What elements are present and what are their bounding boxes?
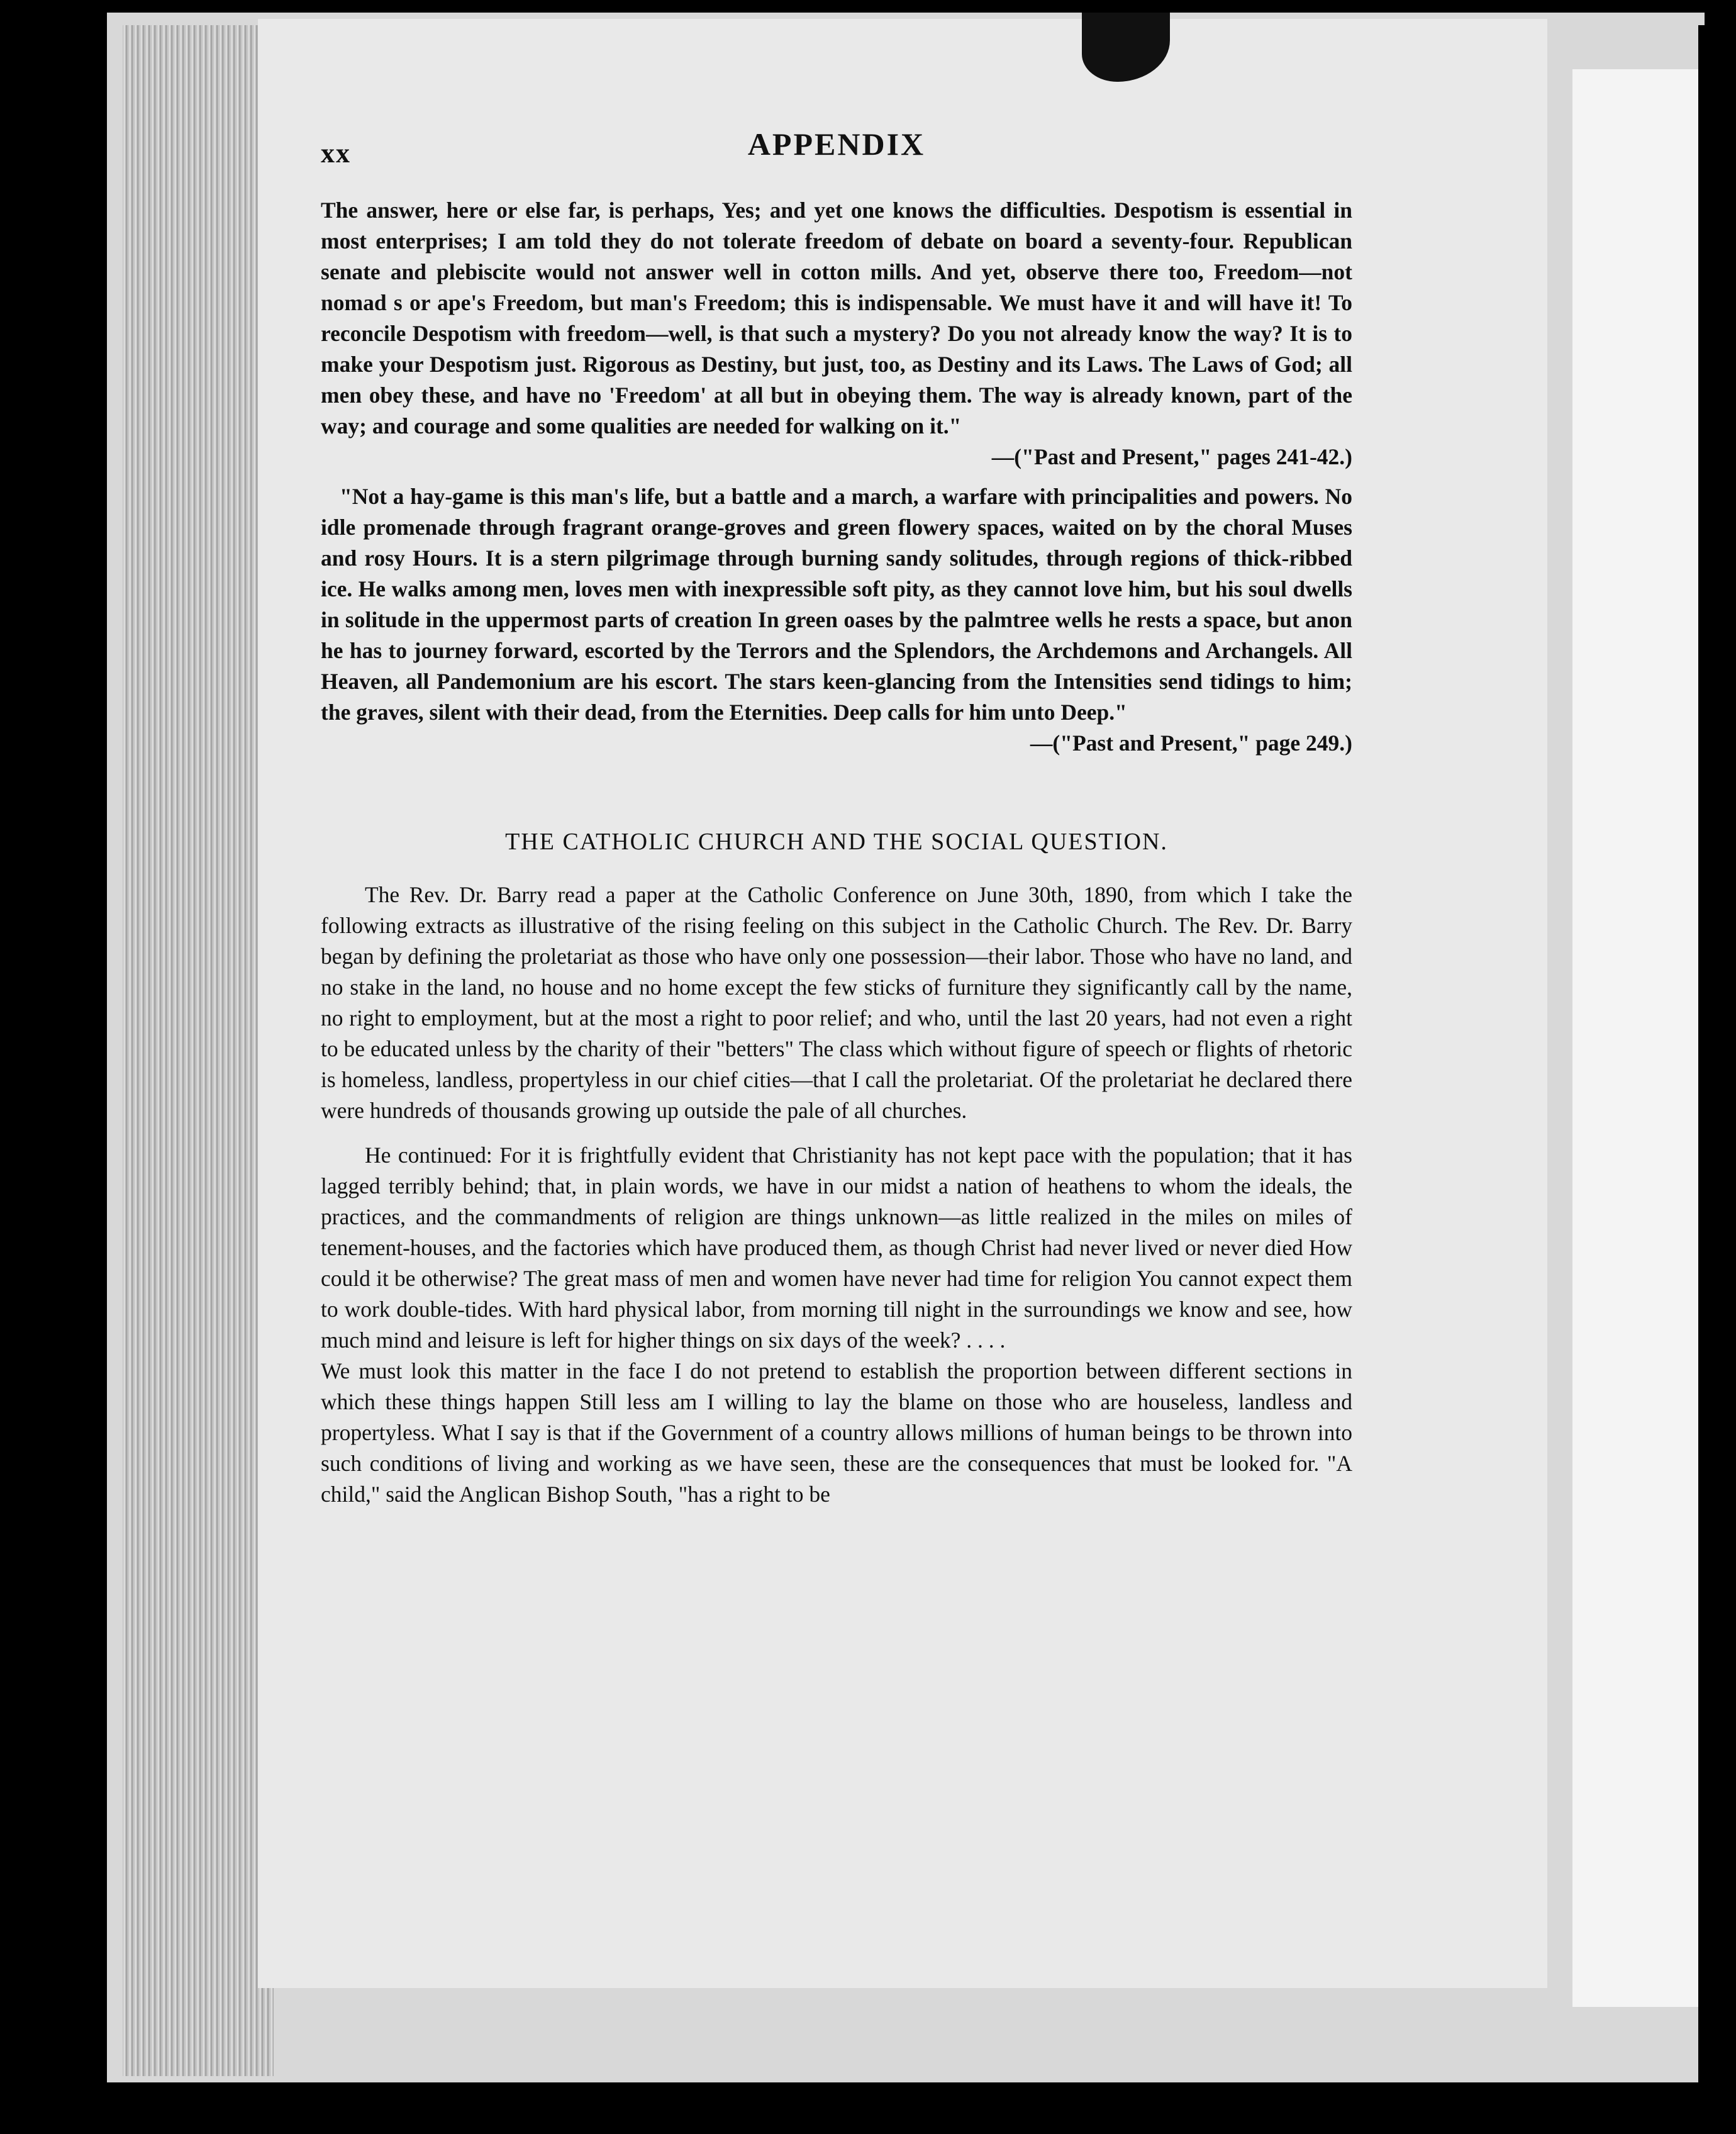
page-header bbox=[321, 126, 1352, 195]
body-paragraph: The Rev. Dr. Barry read a paper at the Catholic Conference on June 30th, 1890, from which I take the following extracts as illustrative of the rising feeling on this subject in the Catholic Church. The Rev. Dr. Barry began by defining the proletariat as those who have only one possession—their labor. Those who have no land, and no stake in the land, no house and no home except the few sticks of furniture they significantly call by the name, no right to employment, but at the most a right to poor relief; and who, until the last 20 years, had not even a right to be educated unless by the charity of their "betters" The class which without figure of speech or flights of rhetoric is homeless, landless, propertyless in our chief cities—that I call the proletariat. Of the proletariat he declared there were hundreds of thousands growing up outside the pale of all churches. bbox=[321, 882, 1352, 1123]
quote-paragraph: "Not a hay-game is this man's life, but a battle and a march, a warfare with principalities and powers. No idle promenade through fragrant orange-groves and green flowery spaces, waited on by the choral Muses and rosy Hours. It is a stern pilgrimage through burning sandy solitudes, through regions of thick-ribbed ice. He walks among men, loves men with inexpressible soft pity, as they cannot love him, but his soul dwells in solitude in the uppermost parts of creation In green oases by the palmtree wells he rests a space, but anon he has to journey forward, escorted by the Terrors and the Splendors, the Archdemons and Archangels. All Heaven, all Pandemonium are his escort. The stars keen-glancing from the Intensities send tidings to him; the graves, silent with their dead, from the Eternities. Deep calls for him unto Deep." bbox=[321, 484, 1352, 725]
section-title: THE CATHOLIC CHURCH AND THE SOCIAL QUESTION. bbox=[505, 829, 1168, 855]
scan-border bbox=[1698, 25, 1736, 2101]
running-head: APPENDIX bbox=[747, 126, 926, 162]
body-paragraph: He continued: For it is frightfully evident that Christianity has not kept pace with the population; that it has lagged terribly behind; that, in plain words, we have in our midst a nation of heathens to whom the ideals, the practices, and the commandments of religion are things unknown—as little realized in the miles on miles of tenement-houses, and the factories which have produced them, as though Christ had never lived or never died How could it be otherwise? The great mass of men and women have never had time for religion You cannot expect them to work double-tides. With hard physical labor, from morning till night in the surroundings we know and see, how much mind and leisure is left for higher things on six days of the week? . . . . bbox=[321, 1142, 1352, 1353]
facing-page-edge bbox=[1572, 69, 1698, 2007]
book-page-edges bbox=[123, 25, 274, 2076]
quote-citation: —("Past and Present," page 249.) bbox=[1030, 730, 1352, 756]
quote-paragraph: The answer, here or else far, is perhaps, Yes; and yet one knows the difficulties. Despotism is essential in most enterprises; I am told they do not tolerate freedom of debate on board a seventy-four. Republican senate and plebiscite would not answer well in cotton mills. And yet, observe there too, Freedom—not nomad s or ape's Freedom, but man's Freedom; this is indispensable. We must have it and will have it! To reconcile Despotism with freedom—well, is that such a mystery? Do you not already know the way? It is to make your Despotism just. Rigorous as Destiny, but just, too, as Destiny and its Laws. The Laws of God; all men obey these, and have no 'Freedom' at all but in obeying them. The way is already known, part of the way; and courage and some qualities are needed for walking on it." bbox=[321, 198, 1352, 439]
quote-citation: —("Past and Present," pages 241-42.) bbox=[991, 444, 1352, 469]
page-number: xx bbox=[321, 138, 351, 169]
page-content bbox=[321, 126, 1352, 1510]
body-paragraph: We must look this matter in the face I do not pretend to establish the proportion between different sections in which these things happen Still less am I willing to lay the blame on those who are houseless, landless and propertyless. What I say is that if the Government of a country allows millions of human beings to be thrown into such conditions of living and working as we have seen, these are the consequences that must be looked for. "A child," said the Anglican Bishop South, "has a right to be bbox=[321, 1358, 1352, 1507]
